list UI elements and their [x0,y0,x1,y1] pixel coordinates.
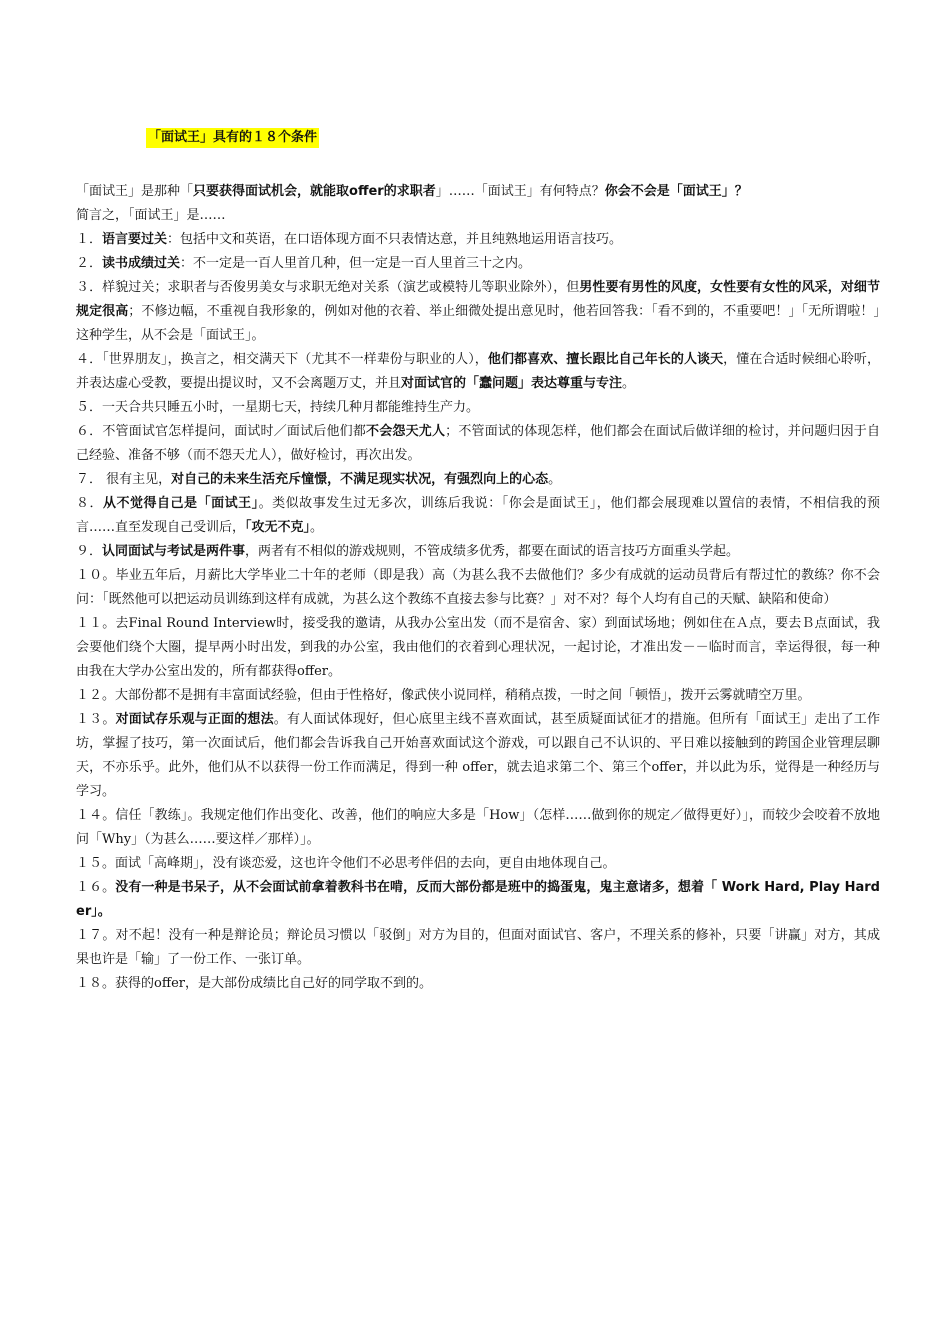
document-page [76,126,880,996]
condition-item [76,972,880,996]
body-text: １８。获得的offer，是大部份成绩比自己好的同学取不到的。 [76,976,432,991]
body-text: ，两者有不相似的游戏规则，不管成绩多优秀，都要在面试的语言技巧方面重头学起。 [245,544,740,559]
condition-item [76,420,880,468]
emphasis-text: 语言要过关 [102,232,168,247]
emphasis-text: 不会怨天尤人 [366,424,446,439]
body-text: ：包括中文和英语，在口语体现方面不只表情达意，并且纯熟地运用语言技巧。 [167,232,623,247]
body-text: ：不一定是一百人里首几种，但一定是一百人里首三十之内。 [180,256,532,271]
condition-item [76,396,880,420]
emphasis-text: 他们都喜欢、擅长跟比自己年长的人谈天 [487,352,724,367]
body-text: ９． [76,544,103,559]
body-text: 。有人面试体现好，但心底里主线不喜欢面试，甚至质疑面试征才的措施。但所有「面试王」走出了工作坊，掌握了技巧，第一次面试后，他们都会告诉我自己开始喜欢面试这个游戏，可以跟自己不认识的、平日难以接触到的跨国企业管理层聊天，不亦乐乎。此外，他们从不以获得一份工作而满足，得到一种 offer，就去追求第二个、第三个offer，并以此为乐，觉得是一种经历与学习。 [76,712,880,799]
condition-item [76,804,880,852]
body-text: 。 [622,376,636,391]
body-text: １１。去Final Round Interview时，接受我的邀请，从我办公室出发（而不是宿舍、家）到面试场地；例如住在Ａ点，要去Ｂ点面试，我会要他们绕个大圈，提早两小时出发，到我的办公室，我由他们的衣着到心理状况，一起讨论，才准出发－－临时而言，幸运得很，每一种由我在大学办公室出发的，所有都获得offer。 [76,616,880,679]
body-text: １３。 [76,712,116,727]
condition-item [76,852,880,876]
body-text: ７． 很有主见， [76,472,172,487]
emphasis-text: 认同面试与考试是两件事 [102,544,246,559]
body-text: ３．样貌过关；求职者与否俊男美女与求职无绝对关系（演艺或模特儿等职业除外），但 [76,280,580,295]
emphasis-text: 读书成绩过关 [102,256,181,271]
condition-item [76,492,880,540]
condition-item [76,684,880,708]
emphasis-text: 你会不会是「面试王」？ [604,184,748,199]
condition-item [76,228,880,252]
emphasis-text: 没有一种是书呆子，从不会面试前拿着教科书在啃，反而大部份都是班中的捣蛋鬼，鬼主意诸多，想着「 Work Hard, Play Harder」。 [76,880,880,919]
body-text: ，懂在合适时候细心聆听，并表达虚心受教，要提出提议时，又不会离题万丈，并且 [76,352,880,391]
condition-item [76,924,880,972]
body-text: 「面试王」是那种「 [76,184,194,199]
intro-paragraph [76,180,880,204]
condition-item [76,276,880,348]
condition-item [76,468,880,492]
body-text: １６。 [76,880,116,895]
body-text: 」……「面试王」有何特点？ [435,184,605,199]
condition-item [76,876,880,924]
body-text: １０。毕业五年后，月薪比大学毕业二十年的老师（即是我）高（为甚么我不去做他们？多少有成就的运动员背后有帮过忙的教练？你不会问：「既然他可以把运动员训练到这样有成就，为甚么这个教练不直接去参与比赛？」对不对？每个人均有自己的天赋、缺陷和使命） [76,568,880,607]
condition-item [76,564,880,612]
emphasis-text: 从不觉得自己是「面试王」 [103,496,259,511]
emphasis-text: 对面试官的「蠢问题」表达尊重与专注 [401,376,623,391]
emphasis-text: 只要获得面试机会，就能取offer的求职者 [193,184,436,199]
body-text: ２． [76,256,103,271]
title-row [76,126,880,152]
body-text: １． [76,232,103,247]
document-title: 「面试王」具有的１８个条件 [146,128,319,148]
condition-item [76,540,880,564]
body-text: ４．「世界朋友」，换言之，相交满天下（尤其不一样辈份与职业的人）， [76,352,488,367]
body-text: 。类似故事发生过无多次，训练后我说：「你会是面试王」，他们都会展现难以置信的表情，不相信我的预言……直至发现自己受训后， [76,496,880,535]
body-text: １２。大部份都不是拥有丰富面试经验，但由于性格好，像武侠小说同样，稍稍点拨，一时之间「顿悟」，拨开云雾就晴空万里。 [76,688,811,703]
body-text: ８． [76,496,104,511]
body-text: ；不管面试的体现怎样，他们都会在面试后做详细的检讨，并问题归因于自己经验、准备不够（而不怨天尤人），做好检讨，再次出发。 [76,424,880,463]
body-text: ；不修边幅，不重视自我形象的，例如对他的衣着、举止细微处提出意见时，他若回答我：「看不到的，不重要吧！」「无所谓啦！」这种学生，从不会是「面试王」。 [76,304,880,343]
condition-item [76,708,880,804]
lead-paragraph [76,204,880,228]
body-text: ６．不管面试官怎样提问，面试时／面试后他们都 [76,424,367,439]
condition-item [76,612,880,684]
body-text: １４。信任「教练」。我规定他们作出变化、改善，他们的响应大多是「How」（怎样……做到你的规定／做得更好）」，而较少会咬着不放地问「Why」（为甚么……要这样／那样）」。 [76,808,880,847]
condition-list [76,228,880,996]
emphasis-text: 「攻无不克」 [245,520,311,535]
body-text: 简言之，「面试王」是…… [76,208,226,223]
body-text: １５。面试「高峰期」，没有谈恋爱，这也许令他们不必思考伴侣的去向，更自由地体现自己。 [76,856,616,871]
body-text: ５．一天合共只睡五小时，一星期七天，持续几种月都能维持生产力。 [76,400,480,415]
emphasis-text: 对面试存乐观与正面的想法 [115,712,274,727]
condition-item [76,252,880,276]
condition-item [76,348,880,396]
body-text: １７。对不起！没有一种是辩论员；辩论员习惯以「驳倒」对方为目的，但面对面试官、客户，不理关系的修补，只要「讲赢」对方，其成果也许是「输」了一份工作、一张订单。 [76,928,880,967]
body-text: 。 [548,472,562,487]
body-text: 。 [310,520,324,535]
emphasis-text: 男性要有男性的风度，女性要有女性的风采，对细节规定很高 [76,280,880,319]
emphasis-text: 对自己的未来生活充斥憧憬，不满足现实状况，有强烈向上的心态 [171,472,549,487]
